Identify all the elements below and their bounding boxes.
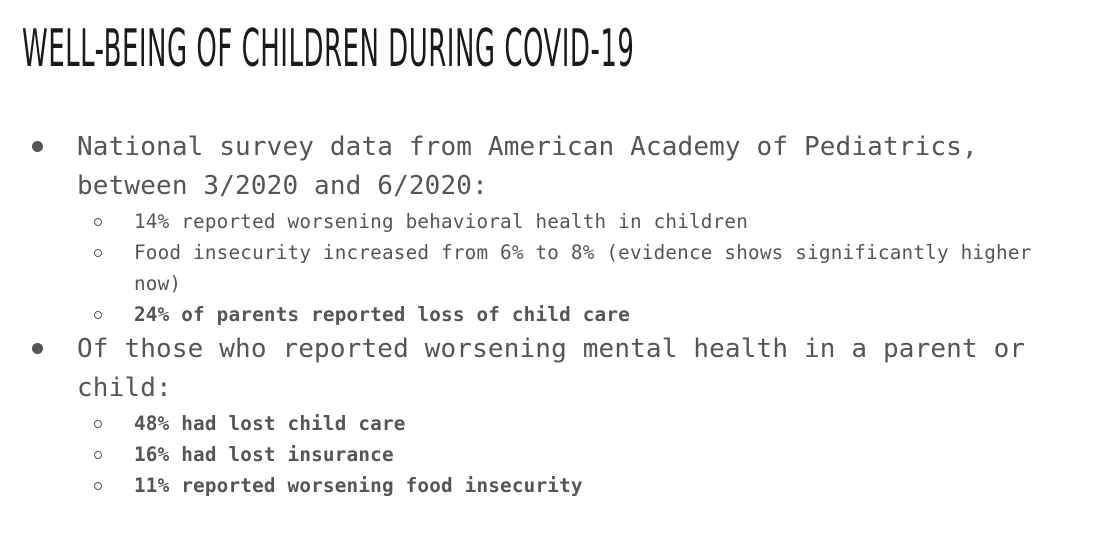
sub-bullet-text: 11% reported worsening food insecurity	[134, 474, 583, 497]
bullet-circle-icon	[94, 249, 102, 257]
bullet-circle-icon	[94, 451, 102, 459]
slide-title: WELL-BEING OF CHILDREN DURING COVID-19	[22, 19, 635, 79]
bullet-circle-icon	[94, 218, 102, 226]
sub-bullet-text: Food insecurity increased from 6% to 8% (evidence shows significantly higher now)	[134, 241, 1032, 295]
bullet-circle-icon	[94, 311, 102, 319]
bullet-item	[30, 128, 1080, 330]
sub-bullet-list	[77, 408, 1080, 501]
bullet-circle-icon	[94, 482, 102, 490]
sub-bullet-text: 48% had lost child care	[134, 412, 406, 435]
sub-bullet-item	[30, 206, 1080, 237]
bullet-text: National survey data from American Academy of Pediatrics, between 3/2020 and 6/2020:	[77, 132, 978, 201]
bullet-item	[30, 330, 1080, 501]
sub-bullet-text: 16% had lost insurance	[134, 443, 394, 466]
bullet-disc-icon	[32, 141, 43, 152]
sub-bullet-item	[30, 439, 1080, 470]
bullet-circle-icon	[94, 420, 102, 428]
sub-bullet-item	[30, 470, 1080, 501]
sub-bullet-item	[30, 299, 1080, 330]
sub-bullet-item	[30, 237, 1080, 299]
sub-bullet-text: 24% of parents reported loss of child care	[134, 303, 630, 326]
slide-body	[30, 128, 1080, 501]
bullet-text: Of those who reported worsening mental health in a parent or child:	[77, 334, 1026, 403]
sub-bullet-text: 14% reported worsening behavioral health in children	[134, 210, 749, 233]
bullet-disc-icon	[32, 343, 43, 354]
sub-bullet-item	[30, 408, 1080, 439]
bullet-list	[30, 128, 1080, 501]
sub-bullet-list	[77, 206, 1080, 330]
